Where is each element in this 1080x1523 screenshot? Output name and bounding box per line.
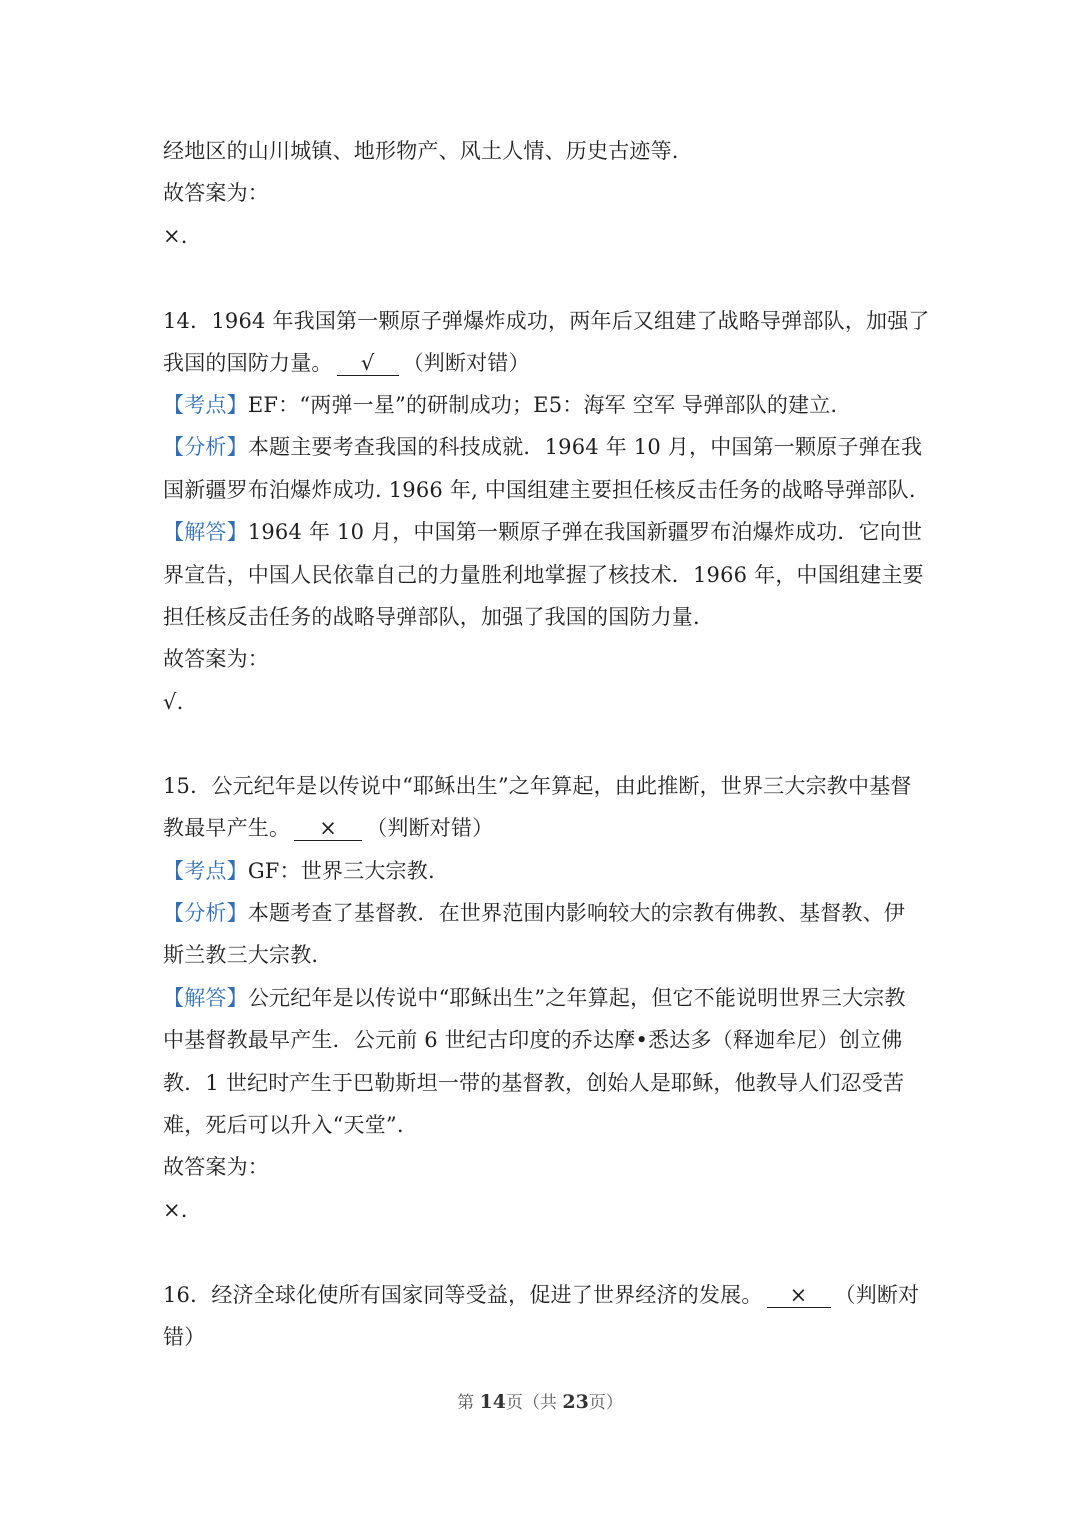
q14-fenxi-line2 xyxy=(163,475,916,505)
text: （判断对 xyxy=(834,1283,920,1307)
q16-question-line2 xyxy=(163,1322,205,1352)
text: 斯兰教三大宗教. xyxy=(163,943,319,967)
prev-answer-value xyxy=(163,221,188,251)
text: 本题主要考查我国的科技成就．1964 年 10 月，中国第一颗原子弹在我 xyxy=(247,435,923,459)
q15-jieda-line1 xyxy=(163,983,906,1013)
text: ×. xyxy=(163,1198,188,1222)
q14-fenxi-line1 xyxy=(163,432,922,462)
kaodian-tag: 【考点】 xyxy=(163,859,248,883)
q14-jieda-line2 xyxy=(163,560,924,590)
q15-fenxi-line1 xyxy=(163,898,905,928)
total-page-count: 23 xyxy=(562,1391,589,1413)
page-footer xyxy=(0,1388,1080,1413)
text: √. xyxy=(163,690,184,714)
text: GF：世界三大宗教. xyxy=(247,859,435,883)
q15-answer-label xyxy=(163,1152,269,1182)
q14-jieda-line1 xyxy=(163,517,922,547)
q15-answer-value xyxy=(163,1195,188,1225)
text: （判断对错） xyxy=(402,351,530,375)
kaodian-tag: 【考点】 xyxy=(163,393,248,417)
q14-jieda-line3 xyxy=(163,602,700,632)
text: 界宣告，中国人民依靠自己的力量胜利地掌握了核技术．1966 年，中国组建主要 xyxy=(163,563,924,587)
text: 教．1 世纪时产生于巴勒斯坦一带的基督教，创始人是耶稣，他教导人们忍受苦 xyxy=(163,1071,905,1095)
text: 公元纪年是以传说中“耶稣出生”之年算起，但它不能说明世界三大宗教 xyxy=(247,986,906,1010)
footer-text: 第 xyxy=(457,1393,480,1413)
q15-answer-blank: × xyxy=(294,816,362,841)
text: 教最早产生。 xyxy=(163,816,291,840)
q14-question-line2 xyxy=(163,348,530,378)
q14-answer-label xyxy=(163,644,269,674)
q16-answer-blank: × xyxy=(767,1283,831,1308)
q15-question-line1 xyxy=(163,771,912,801)
fenxi-tag: 【分析】 xyxy=(163,435,248,459)
q15-kaodian xyxy=(163,856,435,886)
text: 难，死后可以升入“天堂”. xyxy=(163,1113,404,1137)
q15-jieda-line3 xyxy=(163,1068,904,1098)
text: 担任核反击任务的战略导弹部队，加强了我国的国防力量. xyxy=(163,605,700,629)
text: 中基督教最早产生．公元前 6 世纪古印度的乔达摩•悉达多（释迦牟尼）创立佛 xyxy=(163,1028,903,1052)
prev-answer-label xyxy=(163,178,269,208)
q14-answer-value xyxy=(163,687,183,717)
q15-jieda-line2 xyxy=(163,1025,903,1055)
footer-text: 页） xyxy=(588,1393,623,1413)
prev-explanation-line xyxy=(163,136,679,166)
fenxi-tag: 【分析】 xyxy=(163,901,248,925)
text: 16．经济全球化使所有国家同等受益，促进了世界经济的发展。 xyxy=(163,1283,763,1307)
q14-question-line1 xyxy=(163,306,930,336)
text: 我国的国防力量。 xyxy=(163,351,333,375)
text: 故答案为： xyxy=(163,1155,269,1179)
q14-kaodian xyxy=(163,390,837,420)
text: 本题考查了基督教．在世界范围内影响较大的宗教有佛教、基督教、伊 xyxy=(247,901,906,925)
q14-answer-blank: √ xyxy=(337,351,399,376)
current-page-number: 14 xyxy=(479,1391,506,1413)
text: 故答案为： xyxy=(163,181,269,205)
jieda-tag: 【解答】 xyxy=(163,520,248,544)
q15-question-line2 xyxy=(163,813,493,843)
q16-question-line1 xyxy=(163,1280,919,1310)
text: 故答案为： xyxy=(163,647,269,671)
text: （判断对错） xyxy=(366,816,494,840)
text: 14．1964 年我国第一颗原子弹爆炸成功，两年后又组建了战略导弹部队，加强了 xyxy=(163,309,930,333)
text: 15．公元纪年是以传说中“耶稣出生”之年算起，由此推断，世界三大宗教中基督 xyxy=(163,774,912,798)
jieda-tag: 【解答】 xyxy=(163,986,248,1010)
text: 国新疆罗布泊爆炸成功. 1966 年, 中国组建主要担任核反击任务的战略导弹部队. xyxy=(163,478,916,502)
text: 经地区的山川城镇、地形物产、风土人情、历史古迹等. xyxy=(163,139,679,163)
text: ×. xyxy=(163,224,188,248)
text: 1964 年 10 月，中国第一颗原子弹在我国新疆罗布泊爆炸成功．它向世 xyxy=(247,520,923,544)
footer-text: 页（共 xyxy=(506,1393,563,1413)
text: EF：“两弹一星”的研制成功；E5：海军 空军 导弹部队的建立. xyxy=(247,393,838,417)
q15-fenxi-line2 xyxy=(163,940,318,970)
q15-jieda-line4 xyxy=(163,1110,404,1140)
text: 错） xyxy=(163,1325,206,1349)
